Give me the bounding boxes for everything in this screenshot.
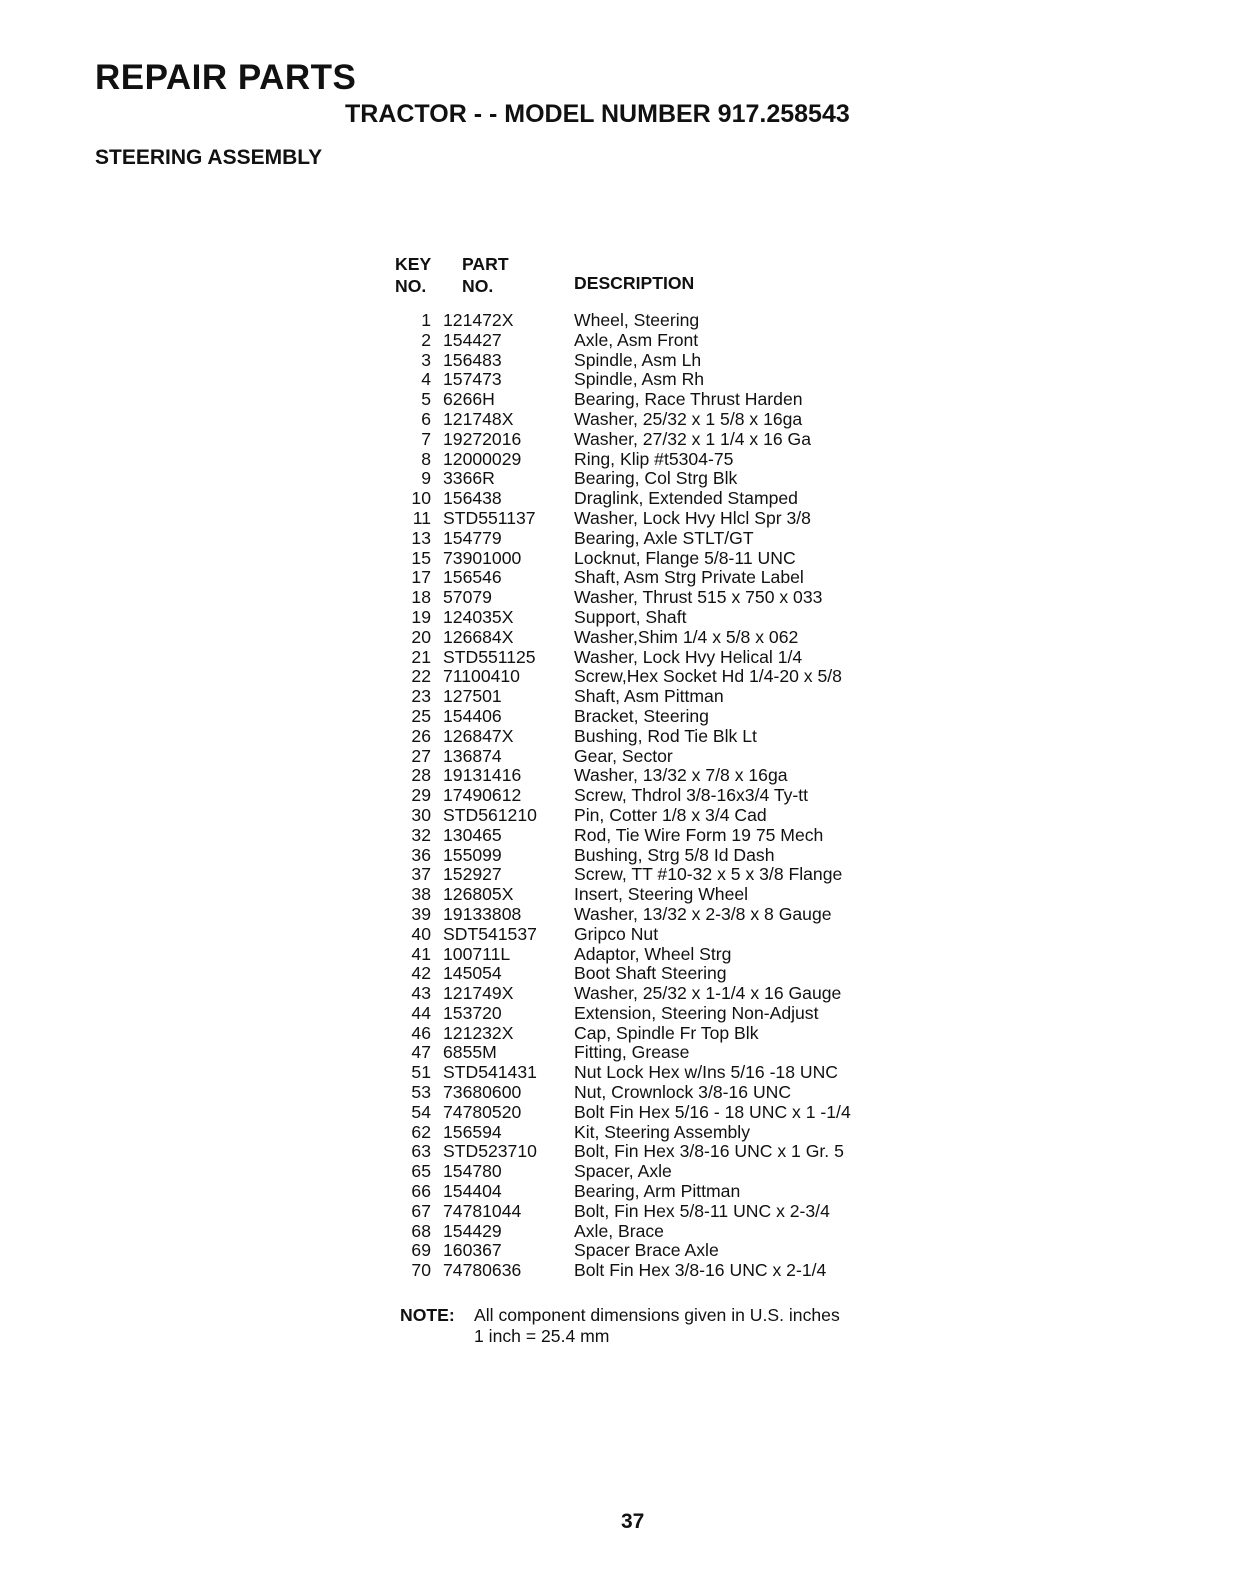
- description-cell: Ring, Klip #t5304-75: [574, 448, 734, 469]
- key-no-cell: 28: [411, 765, 431, 786]
- description-cell: Kit, Steering Assembly: [574, 1121, 751, 1142]
- key-no-cell: 21: [411, 646, 431, 667]
- key-no-cell: 23: [411, 686, 431, 707]
- description-cell: Fitting, Grease: [574, 1042, 690, 1063]
- description-cell: Rod, Tie Wire Form 19 75 Mech: [574, 824, 824, 845]
- part-no-cell: 156594: [443, 1121, 502, 1142]
- part-no-cell: 156483: [443, 349, 502, 370]
- key-no-cell: 65: [411, 1161, 431, 1182]
- description-cell: Washer, 25/32 x 1 5/8 x 16ga: [574, 408, 803, 429]
- table-row: [395, 905, 851, 925]
- key-no-cell: 30: [411, 804, 431, 825]
- table-row: [395, 925, 851, 945]
- key-no-cell: 44: [411, 1002, 431, 1023]
- description-cell: Washer,Shim 1/4 x 5/8 x 062: [574, 626, 799, 647]
- table-row: [395, 1202, 851, 1222]
- description-cell: Insert, Steering Wheel: [574, 884, 749, 905]
- table-row: [395, 1222, 851, 1242]
- part-no-cell: 73901000: [443, 547, 522, 568]
- key-no-cell: 38: [411, 884, 431, 905]
- key-no-cell: 19: [411, 606, 431, 627]
- description-cell: Bearing, Col Strg Blk: [574, 468, 738, 489]
- model-number-heading: TRACTOR - - MODEL NUMBER 917.258543: [345, 100, 850, 128]
- description-cell: Shaft, Asm Pittman: [574, 686, 724, 707]
- table-row: [395, 549, 851, 569]
- key-no-cell: 63: [411, 1141, 431, 1162]
- part-no-cell: STD551137: [443, 507, 536, 528]
- part-no-cell: 126847X: [443, 725, 514, 746]
- description-cell: Bushing, Strg 5/8 Id Dash: [574, 844, 775, 865]
- part-no-cell: 154429: [443, 1220, 502, 1241]
- key-no-cell: 68: [411, 1220, 431, 1241]
- key-no-cell: 70: [411, 1260, 431, 1281]
- part-no-cell: 6266H: [443, 389, 495, 410]
- description-cell: Washer, Lock Hvy Helical 1/4: [574, 646, 803, 667]
- description-cell: Washer, Lock Hvy Hlcl Spr 3/8: [574, 507, 811, 528]
- key-no-cell: 15: [411, 547, 431, 568]
- part-no-header: [462, 253, 574, 311]
- part-no-cell: 121472X: [443, 310, 514, 330]
- key-no-cell: 6: [421, 408, 431, 429]
- table-row: [395, 747, 851, 767]
- key-header-line2: NO.: [395, 276, 427, 296]
- description-cell: Bolt, Fin Hex 5/8-11 UNC x 2-3/4: [574, 1200, 830, 1221]
- description-cell: Washer, 13/32 x 2-3/8 x 8 Gauge: [574, 903, 832, 924]
- key-no-cell: 42: [411, 963, 431, 984]
- key-no-cell: 40: [411, 923, 431, 944]
- key-no-cell: 67: [411, 1200, 431, 1221]
- description-cell: Bushing, Rod Tie Blk Lt: [574, 725, 757, 746]
- part-no-cell: 154779: [443, 527, 502, 548]
- key-no-cell: 53: [411, 1082, 431, 1103]
- table-row: [395, 628, 851, 648]
- key-no-cell: 3: [421, 349, 431, 370]
- table-row: [395, 707, 851, 727]
- description-cell: Bolt, Fin Hex 3/8-16 UNC x 1 Gr. 5: [574, 1141, 844, 1162]
- description-cell: Washer, 25/32 x 1-1/4 x 16 Gauge: [574, 983, 842, 1004]
- part-no-cell: 154780: [443, 1161, 502, 1182]
- key-no-cell: 26: [411, 725, 431, 746]
- description-header: DESCRIPTION: [574, 273, 695, 293]
- part-no-cell: STD561210: [443, 804, 537, 825]
- key-no-cell: 7: [421, 428, 431, 449]
- part-no-cell: 155099: [443, 844, 502, 865]
- part-no-cell: 156546: [443, 567, 502, 588]
- note-label: NOTE:: [400, 1305, 455, 1325]
- description-cell: Locknut, Flange 5/8-11 UNC: [574, 547, 796, 568]
- key-no-cell: 11: [412, 507, 431, 528]
- key-no-cell: 1: [421, 310, 431, 330]
- table-row: [395, 469, 851, 489]
- table-row: [395, 608, 851, 628]
- description-cell: Washer, Thrust 515 x 750 x 033: [574, 587, 823, 608]
- key-no-cell: 5: [421, 389, 431, 410]
- key-no-cell: 27: [411, 745, 431, 766]
- table-row: [395, 1063, 851, 1083]
- part-header-line1: PART: [462, 254, 509, 274]
- table-row: [395, 1261, 851, 1281]
- key-no-cell: 62: [411, 1121, 431, 1142]
- note: [400, 1305, 840, 1347]
- description-cell: Draglink, Extended Stamped: [574, 488, 798, 509]
- part-no-cell: STD551125: [443, 646, 536, 667]
- key-no-cell: 51: [411, 1062, 431, 1083]
- description-cell: Nut Lock Hex w/Ins 5/16 -18 UNC: [574, 1062, 839, 1083]
- table-row: [395, 846, 851, 866]
- description-cell: Spindle, Asm Rh: [574, 369, 705, 390]
- key-no-cell: 25: [411, 705, 431, 726]
- part-no-cell: 12000029: [443, 448, 522, 469]
- part-no-cell: 154404: [443, 1181, 502, 1202]
- part-no-cell: 126684X: [443, 626, 514, 647]
- part-no-cell: 127501: [443, 686, 502, 707]
- description-cell: Bearing, Arm Pittman: [574, 1181, 741, 1202]
- key-no-cell: 54: [411, 1101, 431, 1122]
- table-row: [395, 370, 851, 390]
- part-no-cell: 74780520: [443, 1101, 522, 1122]
- key-no-cell: 2: [421, 329, 431, 350]
- description-cell: Bracket, Steering: [574, 705, 709, 726]
- description-cell: Bolt Fin Hex 3/8-16 UNC x 2-1/4: [574, 1260, 827, 1281]
- part-no-cell: 145054: [443, 963, 502, 984]
- description-cell: Spacer, Axle: [574, 1161, 672, 1182]
- description-cell: Nut, Crownlock 3/8-16 UNC: [574, 1082, 792, 1103]
- part-no-cell: 153720: [443, 1002, 502, 1023]
- description-cell: Bolt Fin Hex 5/16 - 18 UNC x 1 -1/4: [574, 1101, 851, 1122]
- table-row: [395, 588, 851, 608]
- table-row: [395, 489, 851, 509]
- page-title: REPAIR PARTS: [95, 58, 357, 97]
- part-no-cell: 74781044: [443, 1200, 522, 1221]
- part-no-cell: 124035X: [443, 606, 514, 627]
- description-cell: Wheel, Steering: [574, 310, 700, 330]
- key-no-cell: 18: [411, 587, 431, 608]
- key-no-cell: 41: [411, 943, 431, 964]
- part-no-cell: 74780636: [443, 1260, 522, 1281]
- key-no-cell: 47: [411, 1042, 431, 1063]
- key-no-cell: 32: [411, 824, 431, 845]
- key-no-cell: 20: [411, 626, 431, 647]
- page-number: 37: [621, 1510, 645, 1533]
- key-no-cell: 9: [421, 468, 431, 489]
- key-no-cell: 10: [411, 488, 431, 509]
- part-no-cell: 71100410: [443, 666, 520, 687]
- part-no-cell: 121748X: [443, 408, 514, 429]
- table-row: [395, 1083, 851, 1103]
- table-row: [395, 529, 851, 549]
- part-no-cell: 73680600: [443, 1082, 522, 1103]
- part-no-cell: 156438: [443, 488, 502, 509]
- description-cell: Adaptor, Wheel Strg: [574, 943, 732, 964]
- key-no-cell: 13: [411, 527, 431, 548]
- note-line1: All component dimensions given in U.S. inches: [474, 1305, 840, 1325]
- table-row: [395, 885, 851, 905]
- key-no-cell: 69: [411, 1240, 431, 1261]
- part-no-cell: 126805X: [443, 884, 514, 905]
- table-row: [395, 1142, 851, 1162]
- key-no-cell: 22: [411, 666, 431, 687]
- part-header-line2: NO.: [462, 276, 494, 296]
- table-row: [395, 1103, 851, 1123]
- table-row: [395, 1182, 851, 1202]
- part-no-cell: 19131416: [443, 765, 522, 786]
- key-no-cell: 17: [411, 567, 431, 588]
- table-row: [395, 1241, 851, 1261]
- description-cell: Bearing, Race Thrust Harden: [574, 389, 803, 410]
- part-no-cell: SDT541537: [443, 923, 537, 944]
- part-no-cell: 160367: [443, 1240, 502, 1261]
- table-row: [395, 1043, 851, 1063]
- parts-table-header: [395, 253, 851, 311]
- key-no-cell: 39: [411, 903, 431, 924]
- part-no-cell: 57079: [443, 587, 492, 608]
- table-row: [395, 766, 851, 786]
- description-cell: Shaft, Asm Strg Private Label: [574, 567, 804, 588]
- part-no-cell: 3366R: [443, 468, 495, 489]
- part-no-cell: STD523710: [443, 1141, 537, 1162]
- table-row: [395, 331, 851, 351]
- part-no-cell: 152927: [443, 864, 502, 885]
- part-no-cell: 19133808: [443, 903, 522, 924]
- key-no-cell: 66: [411, 1181, 431, 1202]
- description-cell: Spacer Brace Axle: [574, 1240, 719, 1261]
- table-row: [395, 1024, 851, 1044]
- table-row: [395, 390, 851, 410]
- description-cell: Washer, 27/32 x 1 1/4 x 16 Ga: [574, 428, 811, 449]
- key-header-line1: KEY: [395, 254, 432, 274]
- part-no-cell: 121232X: [443, 1022, 514, 1043]
- description-cell: Washer, 13/32 x 7/8 x 16ga: [574, 765, 788, 786]
- parts-table-body: [395, 311, 851, 1281]
- description-cell: Spindle, Asm Lh: [574, 349, 702, 370]
- description-cell: Axle, Brace: [574, 1220, 664, 1241]
- key-no-cell: 37: [411, 864, 431, 885]
- description-cell: Screw, Thdrol 3/8-16x3/4 Ty-tt: [574, 785, 809, 806]
- key-no-cell: 46: [411, 1022, 431, 1043]
- table-row: [395, 1004, 851, 1024]
- key-no-cell: 4: [421, 369, 431, 390]
- note-line2: 1 inch = 25.4 mm: [474, 1326, 610, 1346]
- table-row: [395, 1123, 851, 1143]
- part-no-cell: 154406: [443, 705, 502, 726]
- table-row: [395, 509, 851, 529]
- description-cell: Support, Shaft: [574, 606, 687, 627]
- table-row: [395, 648, 851, 668]
- table-row: [395, 945, 851, 965]
- table-row: [395, 410, 851, 430]
- part-no-cell: 154427: [443, 329, 502, 350]
- parts-table: [395, 253, 851, 1281]
- table-row: [395, 430, 851, 450]
- table-row: [395, 826, 851, 846]
- table-row: [395, 806, 851, 826]
- table-row: [395, 786, 851, 806]
- part-no-cell: 6855M: [443, 1042, 497, 1063]
- description-cell: Screw, TT #10-32 x 5 x 3/8 Flange: [574, 864, 843, 885]
- table-row: [395, 311, 851, 331]
- part-no-cell: 130465: [443, 824, 502, 845]
- table-row: [395, 667, 851, 687]
- key-no-header: [395, 253, 462, 311]
- section-heading: STEERING ASSEMBLY: [95, 146, 323, 169]
- part-no-cell: 121749X: [443, 983, 514, 1004]
- table-row: [395, 984, 851, 1004]
- description-cell: Screw,Hex Socket Hd 1/4-20 x 5/8: [574, 666, 842, 687]
- table-row: [395, 964, 851, 984]
- description-cell: Boot Shaft Steering: [574, 963, 727, 984]
- table-row: [395, 1162, 851, 1182]
- table-row: [395, 865, 851, 885]
- description-cell: Pin, Cotter 1/8 x 3/4 Cad: [574, 804, 767, 825]
- part-no-cell: STD541431: [443, 1062, 537, 1083]
- description-cell: Bearing, Axle STLT/GT: [574, 527, 754, 548]
- description-cell: Gear, Sector: [574, 745, 673, 766]
- table-row: [395, 727, 851, 747]
- table-row: [395, 687, 851, 707]
- description-cell: Cap, Spindle Fr Top Blk: [574, 1022, 759, 1043]
- part-no-cell: 19272016: [443, 428, 522, 449]
- key-no-cell: 43: [411, 983, 431, 1004]
- part-no-cell: 100711L: [443, 943, 511, 964]
- table-row: [395, 450, 851, 470]
- description-cell: Gripco Nut: [574, 923, 659, 944]
- table-row: [395, 351, 851, 371]
- part-no-cell: 17490612: [443, 785, 522, 806]
- key-no-cell: 29: [411, 785, 431, 806]
- part-no-cell: 136874: [443, 745, 502, 766]
- description-cell: Axle, Asm Front: [574, 329, 699, 350]
- description-cell: Extension, Steering Non-Adjust: [574, 1002, 819, 1023]
- table-row: [395, 568, 851, 588]
- key-no-cell: 36: [411, 844, 431, 865]
- part-no-cell: 157473: [443, 369, 502, 390]
- key-no-cell: 8: [421, 448, 431, 469]
